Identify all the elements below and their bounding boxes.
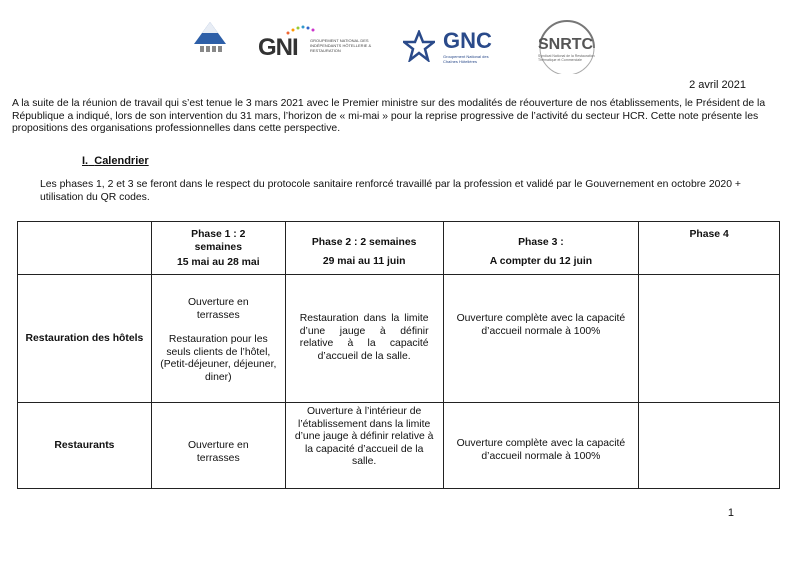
gnc-logo [403,28,503,68]
gni-logo [258,24,378,64]
cell-restaurants-phase-1-line-1: Ouverture en terrasses [187,439,249,464]
cell-hotels-phase-1-line-1: Ouverture en terrasses [187,297,249,321]
table-row [18,403,780,489]
header-phase-1-title: Phase 1 : 2 [191,229,246,240]
page-number: 1 [727,507,734,519]
header-phase-3-dates: A compter du 12 juin [489,256,593,267]
header-phase-1 [151,222,285,275]
snrtc-logo-text: SNRTC [538,36,594,53]
gnc-logo-text: GNC [443,28,492,53]
cell-hotels-phase-1 [151,275,285,403]
cell-hotels-phase-4 [639,275,780,403]
intro-paragraph: A la suite de la réunion de travail qui s’est tenue le 3 mars 2021 avec le Premier ministre sur des modalités de réouverture de nos établissements, le Président de la République a indiqué, lors de son intervention du 31 mars, l’horizon de « mi-mai » pour la reprise progressive de l’activité du secteur HCR. Cette note présente les propositions des organisations professionnelles dans cette perspective. [12,98,766,135]
umih-logo-caption [180,54,240,59]
section-title: Calendrier [94,155,149,167]
cell-hotels-phase-3: Ouverture complète avec la capacité d’accueil normale à 100% [443,275,639,403]
gni-logo-subtitle: GROUPEMENT NATIONAL DES INDÉPENDANTS HÔTELLERIE & RESTAURATION [310,38,372,53]
umih-logo [180,20,240,70]
cell-hotels-phase-1-line-2: Restauration pour les seuls clients de l’hôtel, (Petit-déjeuner, déjeuner, diner) [160,334,277,383]
cell-restaurants-phase-4 [639,403,780,489]
header-phase-3-title: Phase 3 : [518,237,564,248]
cell-hotels-phase-2: Restauration dans la limite d’une jauge à définir relative à la capacité d’accueil de la salle. [285,275,443,403]
document-date: 2 avril 2021 [689,79,746,91]
table-row [18,275,780,403]
header-phase-1-duration: semaines [194,242,242,253]
mountain-icon [190,20,230,54]
table-header-row [18,222,780,275]
header-empty-cell [18,222,152,275]
cell-restaurants-phase-2: Ouverture à l’intérieur de l’établissement dans la limite d’une jauge à définir relative à la capacité d’accueil de la salle. [285,403,443,489]
row-label-hotels: Restauration des hôtels [18,275,152,403]
header-phase-1-dates: 15 mai au 28 mai [176,257,260,268]
row-label-restaurants: Restaurants [18,403,152,489]
section-number: I. [82,155,89,167]
header-phase-2-dates: 29 mai au 11 juin [322,256,406,267]
header-phase-4-title: Phase 4 [689,229,729,240]
star-icon [403,30,435,62]
protocol-note: Les phases 1, 2 et 3 se feront dans le respect du protocole sanitaire renforcé travaillé par la profession et validé par le Gouvernement en octobre 2020 + utilisation du QR codes. [40,179,741,203]
header-phase-3 [443,222,639,275]
cell-restaurants-phase-3: Ouverture complète avec la capacité d’accueil normale à 100% [443,403,639,489]
gni-logo-text: GNI [258,34,298,61]
snrtc-logo [532,18,602,74]
header-phase-4 [639,222,780,275]
logo-bar [0,18,800,74]
gnc-logo-subtitle: Groupement National des Chaînes Hôtelières [443,54,489,64]
header-phase-2 [285,222,443,275]
header-phase-2-title: Phase 2 : 2 semaines [311,237,417,248]
snrtc-logo-subtitle: Syndicat National de la Restauration Thématique et Commerciale [538,54,595,62]
cell-restaurants-phase-1 [151,403,285,489]
section-heading [82,155,149,167]
calendar-table [17,221,780,489]
